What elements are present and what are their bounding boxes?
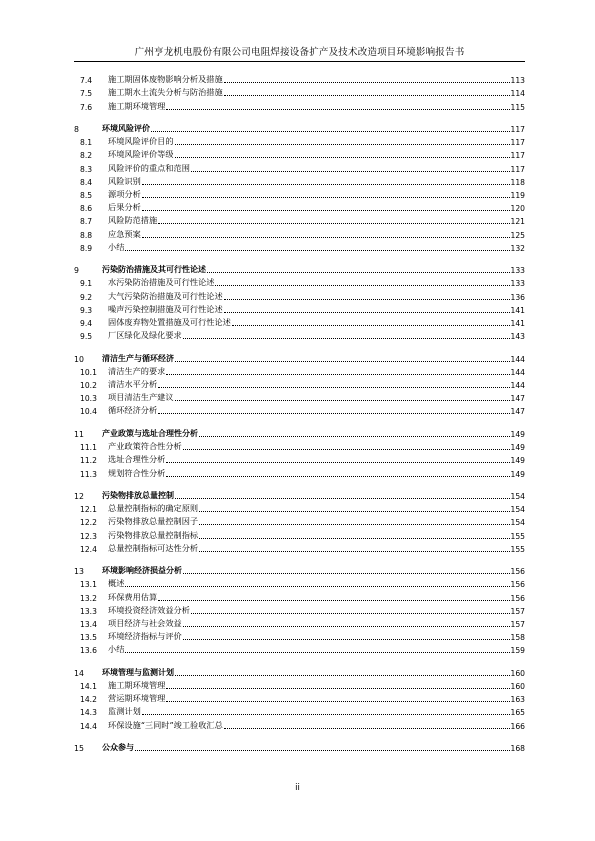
toc-entry-page: 156 — [510, 580, 525, 590]
toc-section-row[interactable] — [74, 275, 525, 288]
toc-entry-number: 9.2 — [80, 292, 93, 302]
toc-section-row[interactable] — [74, 240, 525, 253]
toc-entry-number: 8.6 — [80, 204, 93, 214]
toc-entry-page: 120 — [510, 204, 525, 214]
toc-entry-page: 157 — [510, 606, 525, 616]
toc-entry-number: 8.5 — [80, 191, 93, 200]
dot-leader — [224, 94, 510, 96]
toc-section-row[interactable] — [74, 134, 525, 147]
toc-entry-title: 产业政策与选址合理性分析 — [102, 428, 198, 438]
dot-leader — [199, 510, 509, 512]
dot-leader — [158, 386, 509, 388]
toc-entry-title: 后果分析 — [108, 202, 141, 213]
toc-entry-page: 113 — [510, 76, 525, 86]
toc-entry-number: 12 — [74, 492, 84, 501]
toc-entry-page: 149 — [510, 429, 525, 439]
toc-entry-title: 施工期固体废物影响分析及措施 — [108, 74, 223, 85]
toc-entry-page: 155 — [510, 544, 525, 554]
page-number: ii — [295, 783, 300, 793]
toc-section-row[interactable] — [74, 527, 525, 540]
toc-entry-page: 133 — [510, 266, 525, 276]
dot-leader — [199, 523, 509, 525]
toc-entry-title: 清洁水平分析 — [108, 379, 158, 390]
toc-entry-page: 149 — [510, 469, 525, 479]
toc-entry-number: 9.5 — [80, 332, 93, 342]
toc-entry-number: 8.4 — [80, 177, 93, 187]
toc-entry-title: 大气污染防治措施及可行性论述 — [108, 290, 223, 301]
dot-leader — [158, 222, 509, 224]
toc-entry-title: 营运期环境管理 — [108, 693, 166, 704]
toc-section-row[interactable] — [74, 642, 525, 655]
toc-entry-page: 160 — [510, 668, 525, 678]
toc-entry-page: 118 — [510, 177, 525, 187]
dot-leader — [183, 625, 510, 627]
toc-section-row[interactable] — [74, 678, 525, 691]
toc-entry-title: 总量控制指标可达性分析 — [108, 542, 199, 553]
dot-leader — [199, 550, 509, 552]
dot-leader — [175, 399, 510, 401]
toc-entry-title: 环境经济指标与评价 — [108, 631, 182, 642]
toc-entry-page: 125 — [510, 230, 525, 240]
toc-entry-number: 14.1 — [80, 682, 97, 692]
toc-section-row[interactable] — [74, 200, 525, 213]
dot-leader — [191, 170, 510, 172]
toc-entry-page: 156 — [510, 567, 525, 577]
toc-entry-page: 144 — [510, 381, 525, 391]
header-rule — [74, 61, 525, 62]
toc-entry-title: 施工期环境管理 — [108, 680, 166, 691]
toc-entry-title: 厂区绿化及绿化要求 — [108, 330, 182, 341]
dot-leader — [125, 585, 509, 587]
toc-entry-number: 13.1 — [80, 580, 97, 590]
toc-entry-title: 水污染防治措施及可行性论述 — [108, 277, 215, 288]
dot-leader — [175, 674, 510, 676]
toc-entry-title: 公众参与 — [102, 743, 134, 753]
toc-entry-number: 10.3 — [80, 394, 97, 404]
toc-section-row[interactable] — [74, 603, 525, 616]
toc-section-row[interactable] — [74, 98, 525, 111]
toc-entry-page: 115 — [510, 102, 525, 112]
toc-entry-page: 154 — [510, 505, 525, 515]
toc-entry-title: 小结 — [108, 241, 125, 252]
dot-leader — [166, 687, 509, 689]
toc-entry-number: 8.2 — [80, 151, 93, 161]
toc-section-row[interactable] — [74, 514, 525, 527]
table-of-contents — [74, 66, 525, 753]
toc-entry-title: 清洁生产与循环经济 — [102, 353, 174, 363]
dot-leader — [175, 497, 510, 499]
toc-entry-number: 12.2 — [80, 518, 97, 528]
dot-leader — [175, 156, 510, 158]
toc-entry-title: 风险评价的重点和范围 — [108, 162, 190, 173]
toc-section-row[interactable] — [74, 147, 525, 160]
toc-entry-title: 规划符合性分析 — [108, 467, 166, 478]
toc-entry-number: 8.1 — [80, 138, 93, 148]
toc-entry-page: 133 — [510, 279, 525, 289]
dot-leader — [142, 196, 510, 198]
toc-entry-title: 环保设施“三同时”竣工验收汇总 — [108, 719, 223, 730]
dot-leader — [158, 412, 509, 414]
toc-entry-title: 环保费用估算 — [108, 591, 158, 602]
toc-section-row[interactable] — [74, 541, 525, 554]
toc-entry-number: 8.9 — [80, 243, 93, 253]
toc-entry-title: 循环经济分析 — [108, 405, 158, 416]
toc-entry-page: 141 — [510, 305, 525, 315]
dot-leader — [125, 651, 509, 653]
toc-section-row[interactable] — [74, 465, 525, 478]
toc-entry-title: 产业政策符合性分析 — [108, 441, 182, 452]
dot-leader — [224, 298, 510, 300]
toc-entry-number: 13.5 — [80, 633, 97, 643]
toc-entry-page: 117 — [510, 138, 525, 148]
dot-leader — [166, 108, 509, 110]
dot-leader — [224, 311, 510, 313]
toc-section-row[interactable] — [74, 501, 525, 514]
dot-leader — [191, 612, 510, 614]
toc-chapter-row[interactable] — [74, 486, 525, 501]
toc-entry-page: 141 — [510, 319, 525, 328]
toc-section-row[interactable] — [74, 288, 525, 301]
toc-entry-page: 156 — [510, 593, 525, 603]
dot-leader — [166, 461, 509, 463]
dot-leader — [224, 727, 510, 729]
toc-chapter-row[interactable] — [74, 561, 525, 576]
toc-entry-page: 114 — [510, 89, 525, 99]
dot-leader — [199, 435, 510, 437]
toc-section-row[interactable] — [74, 629, 525, 642]
toc-section-row[interactable] — [74, 174, 525, 187]
toc-entry-page: 158 — [510, 633, 525, 643]
dot-leader — [166, 475, 509, 477]
toc-entry-number: 9 — [74, 266, 79, 276]
toc-entry-number: 13.6 — [80, 646, 97, 656]
dot-leader — [166, 373, 509, 375]
dot-leader — [142, 713, 510, 715]
toc-entry-title: 风险识别 — [108, 175, 141, 186]
toc-entry-page: 147 — [510, 394, 525, 404]
toc-entry-page: 154 — [510, 492, 525, 501]
toc-chapter-row[interactable] — [74, 260, 525, 275]
toc-entry-page: 147 — [510, 407, 525, 417]
toc-entry-title: 施工期环境管理 — [108, 100, 166, 111]
toc-entry-page: 168 — [510, 744, 525, 754]
toc-section-row[interactable] — [74, 691, 525, 704]
toc-section-row[interactable] — [74, 364, 525, 377]
toc-entry-number: 13 — [74, 567, 84, 577]
dot-leader — [199, 537, 509, 539]
toc-entry-title: 污染物排放总量控制因子 — [108, 516, 199, 527]
toc-entry-title: 总量控制指标的确定原则 — [108, 503, 199, 514]
toc-entry-title: 监测计划 — [108, 706, 141, 717]
toc-section-row[interactable] — [74, 717, 525, 730]
dot-leader — [183, 572, 510, 574]
toc-entry-number: 12.1 — [80, 505, 97, 515]
toc-section-row[interactable] — [74, 452, 525, 465]
toc-entry-title: 固体废弃物处置措施及可行性论述 — [108, 317, 231, 327]
toc-entry-title: 小结 — [108, 644, 125, 655]
toc-section-row[interactable] — [74, 576, 525, 589]
toc-entry-title: 污染物排放总量控制 — [102, 491, 174, 500]
toc-entry-title: 应急预案 — [108, 228, 141, 239]
toc-entry-number: 9.3 — [80, 305, 93, 315]
toc-entry-page: 144 — [510, 354, 525, 364]
toc-entry-number: 7.5 — [80, 89, 93, 99]
toc-entry-number: 10.1 — [80, 367, 97, 377]
toc-entry-title: 环境影响经济损益分析 — [102, 566, 182, 576]
toc-entry-title: 风险防范措施 — [108, 215, 158, 226]
toc-entry-number: 13.2 — [80, 593, 97, 603]
toc-chapter-row[interactable] — [74, 119, 525, 134]
toc-entry-number: 10.2 — [80, 381, 97, 391]
dot-leader — [232, 324, 510, 326]
dot-leader — [175, 143, 510, 145]
running-header: 广州亨龙机电股份有限公司电阻焊接设备扩产及技术改造项目环境影响报告书 — [134, 47, 465, 58]
toc-entry-number: 14 — [74, 668, 84, 678]
toc-entry-number: 12.3 — [80, 531, 97, 541]
toc-entry-title: 环境风险评价目的 — [108, 136, 174, 147]
toc-entry-page: 117 — [510, 151, 525, 161]
toc-entry-number: 9.4 — [80, 319, 93, 328]
toc-section-row[interactable] — [74, 589, 525, 602]
dot-leader — [215, 284, 509, 286]
toc-chapter-row[interactable] — [74, 424, 525, 439]
toc-entry-title: 项目经济与社会效益 — [108, 618, 182, 628]
toc-entry-page: 157 — [510, 620, 525, 629]
toc-entry-number: 8.7 — [80, 217, 93, 227]
toc-entry-title: 清洁生产的要求 — [108, 365, 166, 376]
toc-entry-page: 160 — [510, 682, 525, 692]
dot-leader — [158, 599, 509, 601]
toc-entry-number: 11 — [74, 429, 84, 439]
toc-entry-page: 159 — [510, 646, 525, 656]
toc-entry-page: 136 — [510, 292, 525, 302]
toc-section-row[interactable] — [74, 616, 525, 629]
toc-entry-title: 选址合理性分析 — [108, 454, 166, 465]
dot-leader — [183, 448, 510, 450]
toc-entry-title: 污染防治措施及其可行性论述 — [102, 265, 206, 275]
dot-leader — [183, 337, 510, 339]
toc-entry-title: 项目清洁生产建议 — [108, 392, 174, 403]
toc-entry-number: 7.4 — [80, 76, 93, 86]
toc-section-row[interactable] — [74, 85, 525, 98]
toc-entry-number: 14.2 — [80, 695, 97, 705]
toc-entry-title: 噪声污染控制措施及可行性论述 — [108, 303, 223, 314]
toc-section-row[interactable] — [74, 302, 525, 315]
toc-entry-page: 149 — [510, 443, 525, 453]
toc-section-row[interactable] — [74, 160, 525, 173]
toc-entry-number: 12.4 — [80, 544, 97, 554]
dot-leader — [142, 183, 510, 185]
toc-section-row[interactable] — [74, 439, 525, 452]
dot-leader — [224, 81, 510, 83]
toc-entry-page: 121 — [510, 217, 525, 227]
toc-section-row[interactable] — [74, 390, 525, 403]
toc-section-row[interactable] — [74, 213, 525, 226]
dot-leader — [135, 749, 510, 751]
toc-entry-page: 117 — [510, 125, 525, 135]
toc-entry-number: 11.3 — [80, 469, 97, 479]
toc-entry-number: 10.4 — [80, 407, 97, 417]
dot-leader — [151, 130, 510, 132]
toc-entry-title: 施工期水土流失分析与防治措施 — [108, 87, 223, 98]
toc-entry-page: 119 — [510, 191, 525, 200]
toc-entry-page: 155 — [510, 531, 525, 541]
toc-entry-number: 14.3 — [80, 708, 97, 718]
toc-entry-number: 8.3 — [80, 164, 93, 174]
dot-leader — [183, 638, 510, 640]
toc-entry-page: 144 — [510, 367, 525, 377]
toc-entry-page: 166 — [510, 721, 525, 731]
dot-leader — [207, 271, 510, 273]
toc-entry-number: 9.1 — [80, 279, 93, 289]
toc-section-row[interactable] — [74, 328, 525, 341]
toc-entry-title: 环境风险评价 — [102, 124, 150, 134]
dot-leader — [175, 360, 510, 362]
dot-leader — [125, 249, 509, 251]
toc-entry-page: 163 — [510, 695, 525, 705]
toc-entry-number: 13.3 — [80, 606, 97, 616]
toc-entry-number: 8.8 — [80, 230, 93, 240]
toc-entry-title: 环境风险评价等级 — [108, 149, 174, 160]
toc-entry-number: 11.2 — [80, 456, 97, 466]
toc-entry-number: 13.4 — [80, 620, 97, 629]
toc-section-row[interactable] — [74, 377, 525, 390]
toc-entry-number: 7.6 — [80, 102, 93, 112]
toc-entry-page: 132 — [510, 243, 525, 253]
dot-leader — [142, 209, 510, 211]
toc-section-row[interactable] — [74, 704, 525, 717]
dot-leader — [142, 236, 510, 238]
toc-section-row[interactable] — [74, 226, 525, 239]
toc-entry-number: 14.4 — [80, 721, 97, 731]
toc-entry-number: 15 — [74, 744, 84, 754]
toc-entry-title: 环境投资经济效益分析 — [108, 604, 190, 615]
toc-section-row[interactable] — [74, 72, 525, 85]
toc-entry-title: 源项分析 — [108, 189, 141, 199]
toc-section-row[interactable] — [74, 315, 525, 328]
toc-entry-page: 154 — [510, 518, 525, 528]
toc-chapter-row[interactable] — [74, 349, 525, 364]
toc-section-row[interactable] — [74, 403, 525, 416]
toc-chapter-row[interactable] — [74, 738, 525, 753]
toc-entry-page: 143 — [510, 332, 525, 342]
toc-section-row[interactable] — [74, 187, 525, 200]
toc-entry-title: 污染物排放总量控制指标 — [108, 529, 199, 540]
dot-leader — [166, 700, 509, 702]
toc-entry-title: 概述 — [108, 578, 125, 589]
toc-chapter-row[interactable] — [74, 663, 525, 678]
toc-entry-number: 11.1 — [80, 443, 97, 453]
toc-entry-page: 165 — [510, 708, 525, 718]
toc-entry-page: 117 — [510, 164, 525, 174]
toc-entry-page: 149 — [510, 456, 525, 466]
toc-entry-title: 环境管理与监测计划 — [102, 667, 174, 677]
toc-entry-number: 8 — [74, 125, 79, 135]
toc-entry-number: 10 — [74, 354, 84, 364]
